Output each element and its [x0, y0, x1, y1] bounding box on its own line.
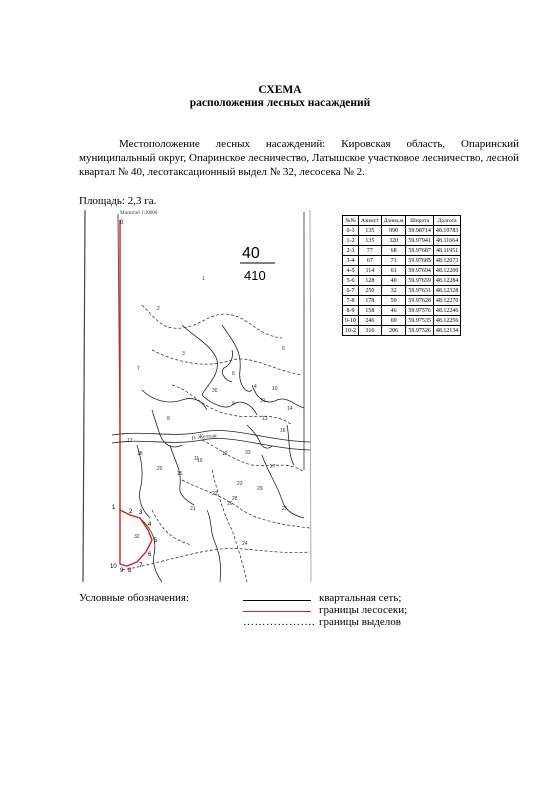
- table-cell: 6-7: [343, 286, 359, 296]
- plot-label: 31: [260, 398, 266, 404]
- table-cell: 114: [359, 266, 382, 276]
- legend-dots-plots: ……………….: [243, 616, 316, 628]
- table-row: [343, 256, 461, 266]
- table-cell: 5-6: [343, 276, 359, 286]
- table-cell: 135: [359, 226, 382, 236]
- plot-label: 29: [257, 486, 263, 492]
- table-cell: 3-4: [343, 256, 359, 266]
- point-label: 5: [154, 538, 158, 544]
- legend-line-quarter: [243, 600, 311, 601]
- table-cell: 128: [359, 276, 382, 286]
- table-cell: 48.12134: [433, 326, 461, 336]
- table-header-cell: Долгота: [433, 216, 461, 226]
- table-header-cell: Азимут: [359, 216, 382, 226]
- table-row: [343, 236, 461, 246]
- plot-label: 16: [280, 428, 286, 434]
- table-cell: 59.97628: [406, 296, 434, 306]
- plot-label: 6: [232, 371, 235, 377]
- legend-line-cutting: [243, 611, 311, 612]
- table-row: [343, 266, 461, 276]
- legend-text-cutting: границы лесосеки;: [319, 604, 408, 616]
- table-cell: 4-5: [343, 266, 359, 276]
- point-label: 9: [120, 568, 124, 574]
- plot-label: 1: [202, 276, 205, 282]
- plot-label: 25: [282, 506, 288, 512]
- point-label: 10: [110, 564, 117, 570]
- legend-text-plots: границы выделов: [319, 616, 401, 628]
- plot-label: 22: [212, 491, 218, 497]
- table-cell: 206: [381, 326, 406, 336]
- point-label: 8: [128, 568, 132, 574]
- table-row: [343, 246, 461, 256]
- table-cell: 48.11664: [433, 236, 461, 246]
- table-cell: 40: [381, 276, 406, 286]
- plot-label: 4: [254, 384, 257, 390]
- coordinates-table: [342, 215, 461, 336]
- plot-label: 9: [232, 401, 235, 407]
- plot-label: 2: [157, 306, 160, 312]
- area-text: Площадь: 2,3 га.: [79, 195, 157, 207]
- plot-label: 19: [197, 458, 203, 464]
- table-cell: 59.97631: [406, 286, 434, 296]
- table-cell: 59.98714: [406, 226, 434, 236]
- plot-label: 13: [262, 416, 268, 422]
- table-cell: 48.12328: [433, 286, 461, 296]
- legend-title: Условные обозначения:: [79, 592, 190, 604]
- point-label: 2: [129, 509, 133, 515]
- quarter-area: 410: [244, 268, 266, 283]
- table-cell: 59.97535: [406, 316, 434, 326]
- table-header-row: [343, 216, 461, 226]
- table-cell: 67: [359, 256, 382, 266]
- river-label: р. Желтая: [191, 433, 217, 441]
- table-cell: 71: [381, 256, 406, 266]
- table-cell: 59.97576: [406, 306, 434, 316]
- plot-label: 24: [242, 541, 248, 547]
- plot-label: 5: [282, 346, 285, 352]
- plot-label: 32: [134, 534, 140, 540]
- table-header-cell: Длина,м: [381, 216, 406, 226]
- plot-label: 7: [137, 366, 140, 372]
- point-label: 7: [139, 563, 143, 569]
- table-cell: 320: [381, 236, 406, 246]
- document-title: СХЕМА: [258, 84, 302, 96]
- table-cell: 61: [381, 266, 406, 276]
- location-text: Местоположение лесных насаждений: Кировская область, Опаринский муниципальный округ, Опаринское лесничество, Латышское участковое лесничество, лесной квартал № 40, лесотаксационный выдел № 32, лесосека № 2.: [79, 138, 519, 178]
- table-cell: 59.97687: [406, 246, 434, 256]
- table-cell: 316: [359, 326, 382, 336]
- quarter-number: 40: [242, 245, 260, 262]
- table-cell: 135: [359, 236, 382, 246]
- table-cell: 10-2: [343, 326, 359, 336]
- table-cell: 1-2: [343, 236, 359, 246]
- table-row: [343, 226, 461, 236]
- table-row: [343, 296, 461, 306]
- plot-label: 14: [287, 406, 293, 412]
- plot-label: 3: [182, 351, 185, 357]
- plot-label: 12: [222, 451, 228, 457]
- plot-label: 11: [194, 456, 200, 462]
- table-header-cell: №№: [343, 216, 359, 226]
- plot-label: 26: [227, 501, 233, 507]
- table-row: [343, 286, 461, 296]
- table-cell: 69: [381, 316, 406, 326]
- table-cell: 48.11951: [433, 246, 461, 256]
- table-cell: 178: [359, 296, 382, 306]
- table-header-cell: Широта: [406, 216, 434, 226]
- table-row: [343, 276, 461, 286]
- forest-map: [82, 210, 312, 582]
- table-cell: 48.12256: [433, 316, 461, 326]
- table-cell: 46: [381, 306, 406, 316]
- point-label: 3: [139, 510, 143, 516]
- plot-label: 17: [127, 438, 133, 444]
- table-cell: 32: [381, 286, 406, 296]
- table-cell: 59.97526: [406, 326, 434, 336]
- table-cell: 48.12200: [433, 266, 461, 276]
- plot-label: 21: [190, 506, 196, 512]
- plot-label: 8: [167, 416, 170, 422]
- table-cell: 158: [359, 306, 382, 316]
- plot-label: 10: [272, 386, 278, 392]
- table-cell: 8-9: [343, 306, 359, 316]
- point-label: 6: [148, 552, 152, 558]
- map-scale: Масштаб 1:10000: [120, 211, 158, 216]
- point-label: 4: [148, 522, 152, 528]
- table-row: [343, 306, 461, 316]
- table-cell: 77: [359, 246, 382, 256]
- table-cell: 59: [381, 296, 406, 306]
- table-cell: 59.97659: [406, 276, 434, 286]
- table-cell: 250: [359, 286, 382, 296]
- table-row: [343, 316, 461, 326]
- table-row: [343, 326, 461, 336]
- table-cell: 48.12073: [433, 256, 461, 266]
- plot-label: 15: [177, 471, 183, 477]
- document-subtitle: расположения лесных насаждений: [189, 97, 371, 109]
- table-cell: 59.97694: [406, 266, 434, 276]
- table-cell: 990: [381, 226, 406, 236]
- table-cell: 0-1: [343, 226, 359, 236]
- plot-label: 20: [157, 466, 163, 472]
- table-cell: 59.97685: [406, 256, 434, 266]
- location-paragraph: [79, 137, 519, 179]
- table-cell: 246: [359, 316, 382, 326]
- point-label: 0: [120, 220, 124, 226]
- plot-label: 28: [232, 496, 238, 502]
- plot-label: 27: [270, 464, 276, 470]
- table-cell: 9-10: [343, 316, 359, 326]
- table-cell: 48.10783: [433, 226, 461, 236]
- table-cell: 59.97941: [406, 236, 434, 246]
- table-cell: 48.12270: [433, 296, 461, 306]
- table-cell: 48.12246: [433, 306, 461, 316]
- plot-label: 33: [245, 450, 251, 456]
- table-cell: 48.12284: [433, 276, 461, 286]
- table-cell: 2-3: [343, 246, 359, 256]
- point-label: 1: [112, 505, 116, 511]
- plot-label: 18: [137, 451, 143, 457]
- table-cell: 68: [381, 246, 406, 256]
- plot-label: 30: [212, 388, 218, 394]
- table-cell: 7-8: [343, 296, 359, 306]
- plot-label: 23: [237, 481, 243, 487]
- legend-text-quarter: квартальная сеть;: [319, 592, 402, 604]
